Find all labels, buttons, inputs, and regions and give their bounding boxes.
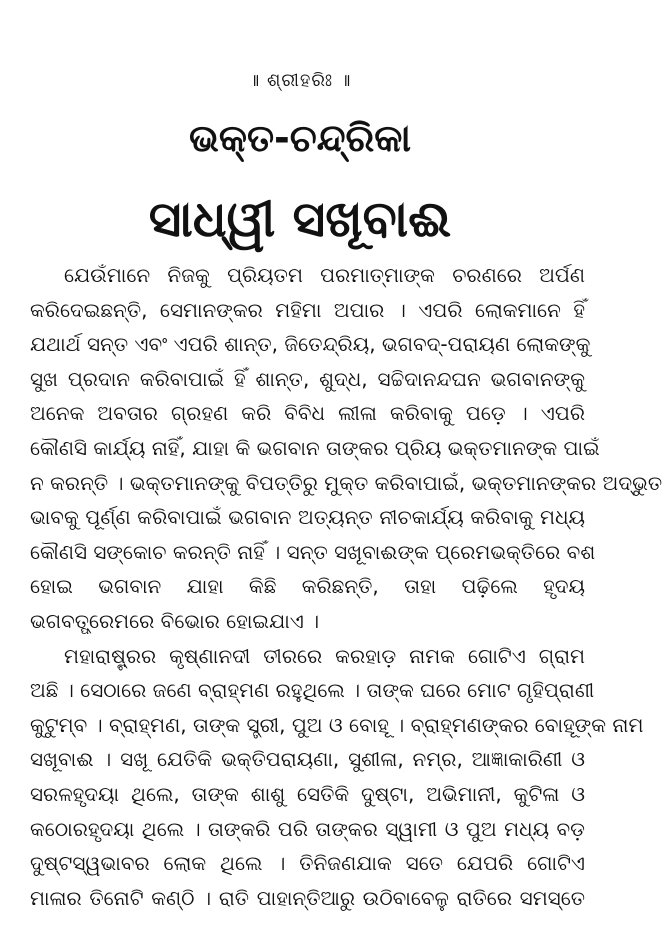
text-line: କୌଣସି ସଙ୍କୋଚ କରନ୍ତି ନାହିଁ । ସନ୍ତ ସଖୂବାଈଙ୍କ ପ୍ରେମଭକ୍ତିରେ ବଶ: [30, 539, 596, 564]
text-line: ସଖୂବାଈ । ସଖୂ ଯେତିକି ଭକ୍ତିପରାୟଣା, ସୁଶୀଳା, ନମ୍ର, ଆଜ୍ଞାକାରିଣୀ ଓ: [30, 747, 585, 772]
invocation-heading: ॥ ଶ୍ରୀହରିଃ ॥: [248, 70, 352, 91]
text-line: ମହାରାଷ୍ଟ୍ରର କୃଷ୍ଣାନଦୀ ତୀରରେ କରହାଡ଼ ନାମକ ଗୋଟିଏ ଗ୍ରାମ: [64, 643, 585, 668]
text-line: ଯେଉଁମାନେ ନିଜକୁ ପ୍ରିୟତମ ପରମାତ୍ମାଙ୍କ ଚରଣରେ ଅର୍ପଣ: [64, 263, 585, 287]
series-heading: ଭକ୍ତ-ଚନ୍ଦ୍ରିକା: [188, 116, 412, 160]
text-line: ଅଛି । ସେଠାରେ ଜଣେ ବ୍ରାହ୍ମଣ ରହୁଥିଲେ । ତାଙ୍କ ଘରେ ମୋଟ ଗୃହିପ୍ରାଣୀ: [30, 678, 595, 703]
text-line: ଅନେକ ଅବତାର ଗ୍ରହଣ କରି ବିବିଧ ଲୀଳା କରିବାକୁ ପଡ଼େ । ଏପରି: [30, 401, 585, 426]
text-line: ଭାବକୁ ପୂର୍ଣ୍ଣ କରିବାପାଇଁ ଭଗବାନ ଅତ୍ୟନ୍ତ ନୀଚକାର୍ଯ୍ୟ କରିବାକୁ ମଧ୍ୟ: [30, 505, 585, 530]
text-line: ସୁଖ ପ୍ରଦାନ କରିବାପାଇଁ ହିଁ ଶାନ୍ତ, ଶୁଦ୍ଧ, ସଚ୍ଚିଦାନନ୍ଦଘନ ଭଗବାନଙ୍କୁ: [30, 366, 585, 391]
text-line: ଭଗବତ୍ପ୍ରେମରେ ବିଭୋର ହୋଇଯାଏ ।: [30, 608, 320, 633]
text-line: କୁଟୁମ୍ବ । ବ୍ରାହ୍ମଣ, ତାଙ୍କ ସ୍ତ୍ରୀ, ପୁଅ ଓ ବୋହୂ । ବ୍ରାହ୍ମଣଙ୍କର ବୋହୂଙ୍କ ନାମ: [30, 712, 644, 737]
text-line: ହୋଇ ଭଗବାନ ଯାହା କିଛି କରିଛନ୍ତି, ତାହା ପଢ଼ିଲେ ହୃଦୟ: [30, 574, 585, 599]
body-text: [30, 258, 662, 915]
text-line: ମାଳାର ତିନୋଟି କଣ୍ଠି । ରାତି ପାହାନ୍ତିଆରୁ ଉଠିବାବେଳୁ ରାତିରେ ସମସ୍ତେ: [30, 885, 585, 910]
text-line: କରିଦେଇଛନ୍ତି, ସେମାନଙ୍କର ମହିମା ଅପାର । ଏପରି ଲୋକମାନେ ହିଁ: [30, 297, 585, 322]
text-line: ଯଥାର୍ଥ ସନ୍ତ ଏବଂ ଏପରି ଶାନ୍ତ, ଜିତେନ୍ଦ୍ରିୟ, ଭଗବଦ୍-ପରାୟଣ ଲୋକଙ୍କୁ: [30, 332, 591, 357]
text-line: କୌଣସି କାର୍ଯ୍ୟ ନାହିଁ, ଯାହା କି ଭଗବାନ ତାଙ୍କର ପ୍ରିୟ ଭକ୍ତମାନଙ୍କ ପାଇଁ: [30, 435, 600, 460]
text-line: କଠୋରହୃଦୟା ଥିଲେ । ତାଙ୍କରି ପରି ତାଙ୍କର ସ୍ୱାମୀ ଓ ପୁଅ ମଧ୍ୟ ବଡ଼: [30, 816, 585, 841]
text-line: ନ କରନ୍ତି । ଭକ୍ତମାନଙ୍କୁ ବିପତ୍ତିରୁ ମୁକ୍ତ କରିବାପାଇଁ, ଭକ୍ତମାନଙ୍କର ଅଦ୍ଭୁତ: [30, 470, 662, 495]
text-line: ସରଳହୃଦୟା ଥିଲେ, ତାଙ୍କ ଶାଶୁ ସେତିକି ଦୁଷ୍ଟା, ଅଭିମାନୀ, କୁଟିଳା ଓ: [30, 781, 585, 806]
text-line: ଦୁଷ୍ଟସ୍ୱଭାବର ଲୋକ ଥିଲେ । ତିନିଜଣଯାକ ସତେ ଯେପରି ଗୋଟିଏ: [30, 851, 585, 876]
chapter-title: ସାଧ୍ୱୀ ସଖୂବାଈ: [148, 190, 452, 248]
